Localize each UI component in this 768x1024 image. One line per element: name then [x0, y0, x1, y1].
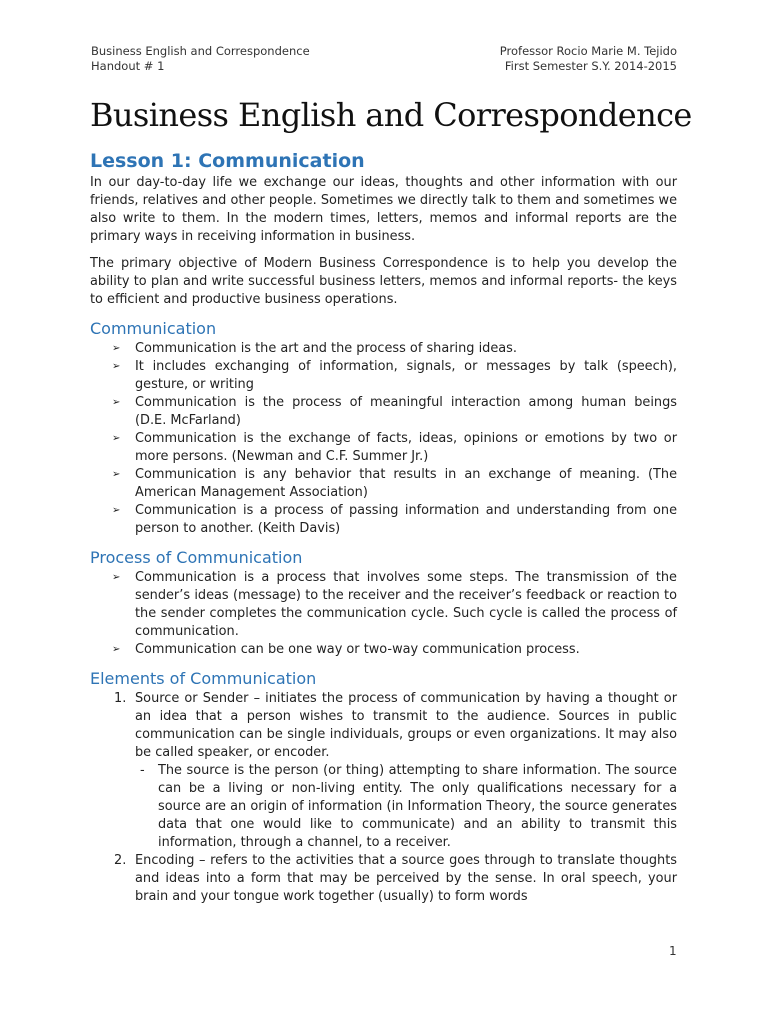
sub-list: [135, 762, 677, 852]
document-body: [90, 148, 677, 906]
lesson-heading: Lesson 1: Communication: [90, 150, 365, 172]
running-header-right: [500, 44, 677, 74]
list-item: ➢ Communication is any behavior that results in an exchange of meaning. (The American Management Association): [112, 467, 677, 500]
list-number: 2.: [114, 853, 127, 868]
header-handout-number: Handout # 1: [91, 59, 165, 73]
header-semester: First Semester S.Y. 2014-2015: [504, 59, 677, 73]
arrow-bullet-icon: ➢: [112, 397, 121, 408]
list-item: ➢ Communication is a process that involves some steps. The transmission of the sender’s ideas (message) to the receiver and the receiver’s feedback or reaction to the sender completes the communication cycle. Such cycle is called the process of communication.: [112, 570, 677, 639]
arrow-bullet-icon: ➢: [112, 343, 121, 354]
elements-list: [90, 690, 677, 906]
arrow-bullet-icon: ➢: [112, 469, 121, 480]
list-item: ➢ It includes exchanging of information, signals, or messages by talk (speech), gesture, or writing: [112, 359, 677, 392]
section-heading-process: Process of Communication: [90, 548, 303, 567]
header-professor: Professor Rocio Marie M. Tejido: [499, 44, 677, 58]
process-list: [90, 569, 677, 659]
arrow-bullet-icon: ➢: [112, 433, 121, 444]
arrow-bullet-icon: ➢: [112, 644, 121, 655]
arrow-bullet-icon: ➢: [112, 572, 121, 583]
list-item: ➢ Communication is the exchange of facts, ideas, opinions or emotions by two or more persons. (Newman and C.F. Summer Jr.): [112, 431, 677, 464]
list-item: ➢ Communication is the art and the process of sharing ideas.: [112, 341, 517, 356]
section-heading-communication: Communication: [90, 319, 217, 338]
communication-definitions-list: [90, 340, 677, 538]
page-number: 1: [669, 944, 677, 958]
list-item: 2. Encoding – refers to the activities that a source goes through to translate thoughts and ideas into a form that may be perceived by the sense. In oral speech, your brain and your tongue work together (usually) to form words: [114, 853, 677, 904]
running-header-left: [91, 44, 310, 74]
intro-paragraph: In our day-to-day life we exchange our ideas, thoughts and other information with our friends, relatives and other people. Sometimes we directly talk to them and sometimes we also write to them. In the modern times, letters, memos and informal reports are the primary ways in receiving information in business.: [90, 175, 677, 244]
list-item: 1. Source or Sender – initiates the process of communication by having a thought or an idea that a person wishes to transmit to the audience. Sources in public communication can be single individuals, groups or even organizations. It may also be called speaker, or encoder. - The source is the person (or thing) attempting to share information. The source can be a living or non-living entity. The only qualifications necessary for a source are an origin of information (in Information Theory, the source generates data that one would like to communicate) and an ability to transmit this information, through a channel, to a receiver.: [114, 691, 677, 850]
list-item: ➢ Communication can be one way or two-way communication process.: [112, 642, 580, 657]
sub-list-item: - The source is the person (or thing) attempting to share information. The source can be a living or non-living entity. The only qualifications necessary for a source are an origin of information (in Information Theory, the source generates data that one would like to communicate) and an ability to transmit this information, through a channel, to a receiver.: [140, 763, 677, 850]
list-number: 1.: [114, 691, 127, 706]
arrow-bullet-icon: ➢: [112, 505, 121, 516]
arrow-bullet-icon: ➢: [112, 361, 121, 372]
list-item: ➢ Communication is the process of meaningful interaction among human beings (D.E. McFarland): [112, 395, 677, 428]
dash-bullet: -: [140, 763, 145, 778]
intro-paragraph: The primary objective of Modern Business Correspondence is to help you develop the ability to plan and write successful business letters, memos and informal reports- the keys to efficient and productive business operations.: [90, 256, 677, 307]
header-course-title: Business English and Correspondence: [91, 44, 310, 58]
section-heading-elements: Elements of Communication: [90, 669, 317, 688]
document-title: Business English and Correspondence: [90, 96, 692, 134]
list-item: ➢ Communication is a process of passing information and understanding from one person to another. (Keith Davis): [112, 503, 677, 536]
